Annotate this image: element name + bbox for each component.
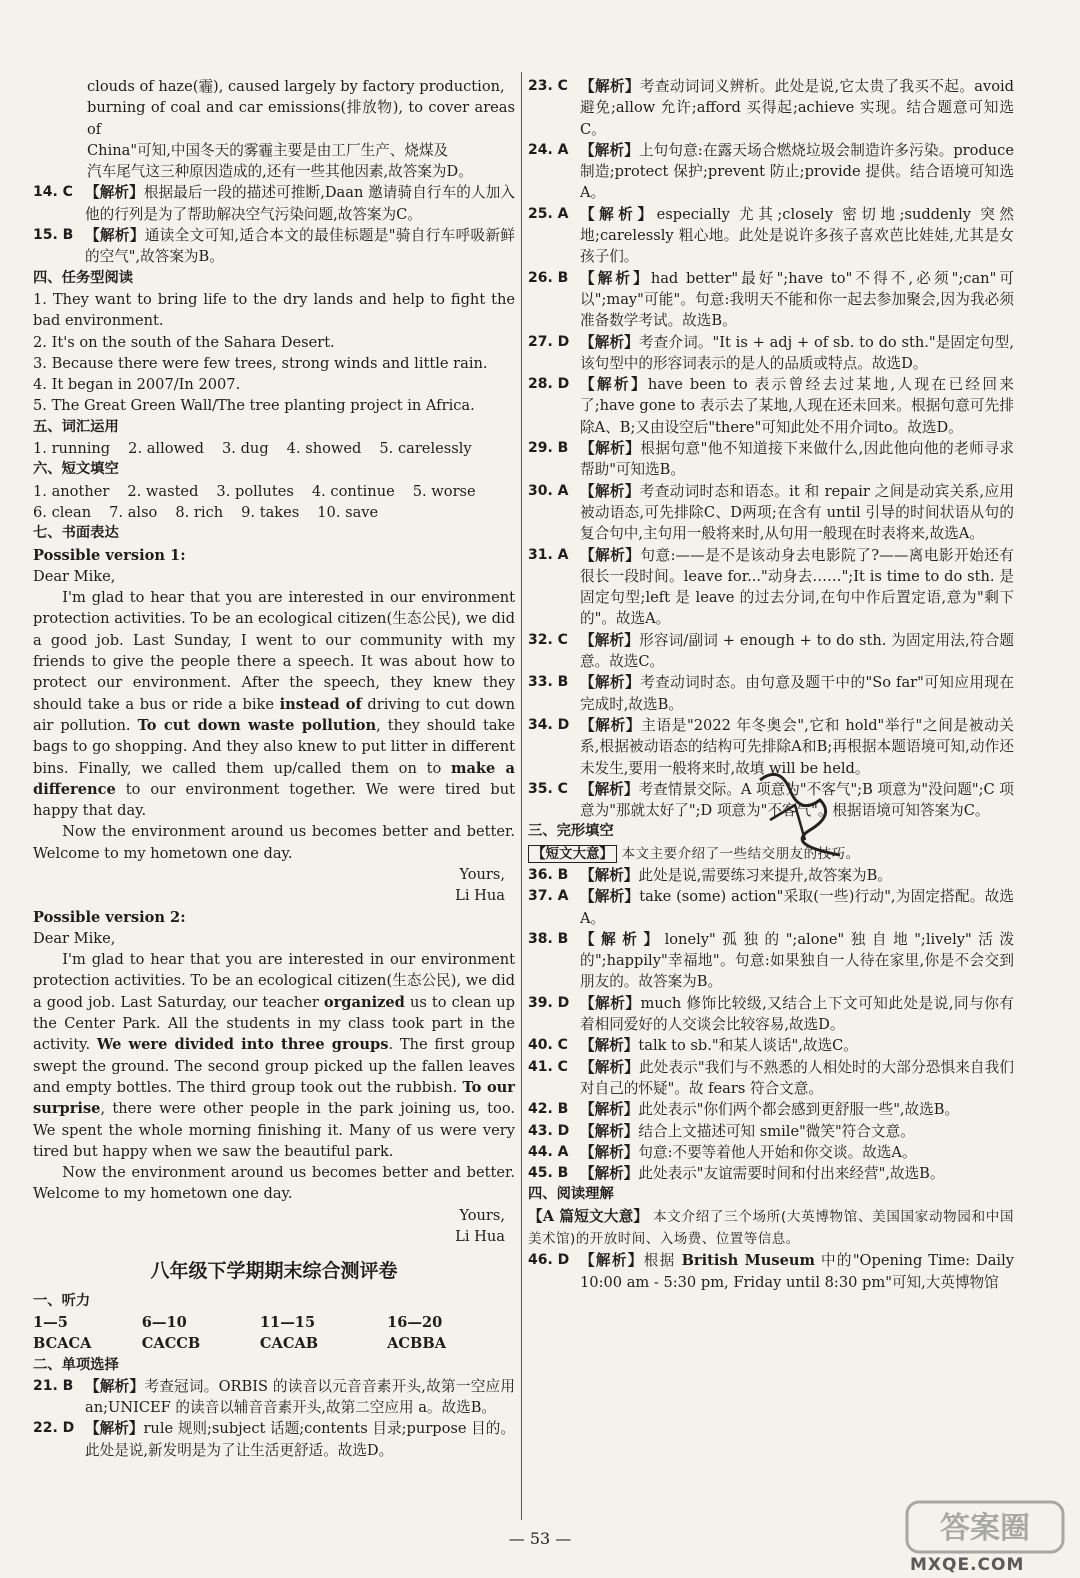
text-line: 汽车尾气这三种原因造成的,还有一些其他因素,故答案为D。 [87, 163, 473, 181]
analysis-text: 此处表示"你们两个都会感到更舒服一些",故选B。 [638, 1101, 960, 1119]
analysis-text: 中的"Opening Time: Daily 10:00 am - 5:30 pm, Friday until 8:30 pm"可知,大英博物馆 [580, 1252, 1015, 1291]
answer-29 [528, 438, 1014, 481]
analysis-text: 结合上文描述可知 smile"微笑"符合文意。 [638, 1122, 915, 1140]
answer-30 [528, 481, 1014, 545]
analysis-tag: 【解析】 [580, 205, 657, 223]
analysis-text: have been to 表示曾经去过某地,人现在已经回来了;have gone to 表示去了某地,人现在还未回来。根据句意可先排除A、B;又由设空后"there"可知此处不用介词to。故选D。 [580, 376, 1014, 436]
answer-46 [528, 1250, 1014, 1293]
answer-number: 34. D [528, 716, 570, 733]
vocab-answer: 4. showed [286, 440, 362, 458]
answer-44 [528, 1142, 1014, 1163]
analysis-text: 根据最后一段的描述可推断,Daan 邀请骑自行车的人加入他的行列是为了帮助解决空气污染问题,故答案为C。 [85, 184, 515, 223]
analysis-tag: 【解析】 [580, 1058, 639, 1076]
analysis-text: 主语是"2022 年冬奥会",它和 hold"举行"之间是被动关系,根据被动语态的结构可先排除A和B;再根据本题语境可知,动作还未发生,要用一般将来时,故填 will be held。 [580, 716, 1014, 777]
answer-number: 35. C [528, 780, 568, 797]
watermark-cn: 答案圈 [940, 1511, 1030, 1546]
text-run: . The first group swept the ground. The second group picked up the fallen leaves and empty bottles. The third group took out the rubbish. [33, 1036, 515, 1096]
letter-closing: Yours, [459, 1206, 505, 1224]
answer-21 [33, 1376, 515, 1419]
analysis-text: talk to sb."和某人谈话",故选C。 [638, 1037, 858, 1055]
listening-answer: 16—20 ACBBA [387, 1313, 447, 1353]
answer-25 [528, 204, 1014, 268]
answer-43 [528, 1121, 1014, 1142]
analysis-tag: 【解析】 [580, 780, 639, 798]
answer-number: 46. D [528, 1252, 570, 1269]
passage-summary [528, 1206, 1014, 1251]
bold-phrase: organized [323, 993, 405, 1011]
letter-signature: Li Hua [455, 887, 505, 905]
analysis-text: 句意:不要等着他人开始和你交谈。故选A。 [638, 1143, 917, 1161]
answer-number: 42. B [528, 1101, 569, 1118]
section-heading: 五、词汇运用 [33, 418, 119, 435]
listening-answer: 11—15 CACAB [259, 1313, 319, 1353]
version-title: Possible version 1: [33, 546, 186, 564]
analysis-tag: 【解析】 [580, 141, 639, 159]
task-answer: 1. They want to bring life to the dry lands and help to fight the bad environment. [33, 290, 515, 330]
answer-33 [528, 672, 1014, 715]
fill-answer: 1. another [33, 482, 110, 500]
analysis-tag: 【解析】 [580, 269, 651, 287]
version-title: Possible version 2: [33, 908, 186, 926]
answer-number: 40. C [528, 1037, 568, 1054]
fill-answer: 4. continue [311, 482, 395, 500]
answer-22 [33, 1418, 515, 1461]
analysis-tag: 【解析】 [580, 866, 639, 884]
fill-answers-row [33, 481, 515, 502]
analysis-tag: 【解析】 [580, 994, 641, 1012]
letter-closing: Yours, [459, 865, 505, 883]
answer-number: 28. D [528, 376, 570, 393]
answer-number: 32. C [528, 631, 568, 648]
answer-number: 33. B [528, 674, 569, 691]
answer-number: 15. B [33, 227, 74, 244]
answer-number: 22. D [33, 1420, 75, 1437]
analysis-text: lonely"孤独的";alone"独自地";lively"活泼的";happily"幸福地"。句意:如果独自一人待在家里,你是不会交到朋友的。故答案为B。 [580, 930, 1014, 991]
vocab-answer: 1. running [33, 440, 111, 458]
answer-number: 27. D [528, 333, 570, 350]
analysis-tag: 【解析】 [580, 376, 648, 394]
analysis-text: 考查动词时态和语态。it 和 repair 之间是动宾关系,应用被动语态,可先排除C、D两项;在含有 until 引导的时间状语从句的复合句中,主句用一般将来时,从句用一般现在时表将来,故选A。 [580, 482, 1014, 543]
answer-number: 38. B [528, 930, 569, 947]
answer-number: 23. C [528, 78, 568, 94]
fill-answers-row [33, 502, 515, 523]
vocab-answer: 2. allowed [128, 440, 205, 458]
task-answer: 5. The Great Green Wall/The tree planting project in Africa. [33, 397, 475, 415]
analysis-text: had better"最好";have to"不得不,必须";can"可以";may"可能"。句意:我明天不能和你一起去参加聚会,因为我必须准备数学考试。故选B。 [580, 269, 1014, 330]
analysis-text: 考查情景交际。A 项意为"不客气";B 项意为"没问题";C 项意为"那就太好了";D 项意为"不客气"。根据语境可知答案为C。 [580, 780, 1014, 820]
answer-number: 37. A [528, 888, 569, 905]
analysis-tag: 【解析】 [580, 888, 640, 906]
answer-number: 44. A [528, 1143, 569, 1160]
answer-40 [528, 1035, 1014, 1056]
fill-answer: 6. clean [33, 503, 92, 521]
analysis-text: 此处表示"友谊需要时间和付出来经营",故选B。 [638, 1165, 945, 1183]
answer-number: 24. A [528, 141, 569, 158]
analysis-text: 形容词/副词 + enough + to do sth. 为固定用法,符合题意。故选C。 [580, 631, 1014, 671]
analysis-text: 根据 [643, 1252, 682, 1270]
answer-number: 43. D [528, 1122, 570, 1139]
bold-phrase: To cut down waste pollution [137, 716, 377, 734]
fill-answer: 9. takes [241, 503, 300, 521]
bold-phrase: We were divided into three groups [96, 1036, 389, 1054]
text-line: China"可知,中国冬天的雾霾主要是由工厂生产、烧煤及 [87, 141, 449, 159]
analysis-text: 此处是说,需要练习来提升,故答案为B。 [638, 866, 892, 884]
letter-body [33, 587, 515, 821]
analysis-text: 根据句意"他不知道接下来做什么,因此他向他的老师寻求帮助"可知选B。 [580, 440, 1014, 479]
summary-tag: 【A 篇短文大意】 [528, 1207, 649, 1225]
summary-text: 本文介绍了三个场所(大英博物馆、美国国家动物园和中国美术馆)的开放时间、入场费、位置等信息。 [528, 1208, 1015, 1248]
analysis-tag: 【解析】 [580, 1037, 639, 1055]
answer-number: 25. A [528, 205, 569, 222]
vocab-answers [33, 438, 515, 459]
task-answer: 2. It's on the south of the Sahara Desert. [33, 333, 335, 351]
answer-number: 29. B [528, 440, 569, 457]
text-run: I'm glad to hear that you are interested in our environment protection activities. To be an ecological citizen(生态公民), we did a good job. Last Sunday, I went to our community with my friends to give the people there a speech. It was about how to protect our environment. After the speech, they knew they should take a bus or ride a bike [33, 589, 515, 713]
answer-number: 21. B [33, 1377, 74, 1394]
answer-number: 26. B [528, 269, 569, 286]
bold-phrase: instead of [279, 695, 362, 713]
vocab-answer: 5. carelessly [379, 440, 472, 458]
section-heading: 四、任务型阅读 [33, 269, 134, 286]
section-heading: 一、听力 [33, 1292, 91, 1309]
answer-15 [33, 225, 515, 268]
analysis-tag: 【解析】 [580, 930, 665, 948]
analysis-tag: 【解析】 [580, 440, 641, 458]
vocab-answer: 3. dug [222, 440, 269, 458]
text-run: driving to cut down air pollution. [33, 695, 515, 734]
watermark-text: MXQE.COM [910, 1555, 1025, 1575]
analysis-text: 上句句意:在露天场合燃烧垃圾会制造许多污染。produce 制造;protect 保护;prevent 防止;provide 提供。结合语境可知选A。 [580, 141, 1014, 202]
text-line: clouds of haze(霾), caused largely by factory production, [87, 78, 505, 95]
analysis-tag: 【解析】 [580, 716, 642, 734]
answer-number: 39. D [528, 994, 570, 1011]
bold-phrase: make a difference [33, 759, 515, 798]
answer-23 [528, 76, 1014, 140]
analysis-text: 考查冠词。ORBIS 的读音以元音音素开头,故第一空应用 an;UNICEF 的读音以辅音音素开头,故第二空应用 a。故选B。 [85, 1377, 515, 1417]
answer-41 [528, 1057, 1014, 1100]
analysis-tag: 【解析】 [580, 1165, 639, 1183]
section-heading: 四、阅读理解 [528, 1186, 614, 1203]
listening-answer: 6—10 CACCB [141, 1313, 201, 1353]
left-column [33, 76, 515, 1461]
task-answer: 4. It began in 2007/In 2007. [33, 376, 241, 394]
answer-45 [528, 1163, 1014, 1184]
letter-body [33, 949, 515, 1162]
analysis-text: 此处表示"我们与不熟悉的人相处时的大部分恐惧来自我们对自己的怀疑"。故 fears 符合文意。 [580, 1058, 1014, 1097]
analysis-tag: 【解析】 [85, 1377, 145, 1395]
fill-answer: 2. wasted [127, 482, 199, 500]
analysis-text: take (some) action"采取(一些)行动",为固定搭配。故选A。 [580, 888, 1014, 927]
answer-38 [528, 929, 1014, 993]
analysis-tag: 【解析】 [580, 1143, 639, 1161]
analysis-tag: 【解析】 [580, 674, 641, 692]
analysis-tag: 【解析】 [580, 333, 639, 351]
text-run: , they should take bags to go shopping. And they also knew to put litter in different bins. Finally, we called them up/called them on to [33, 716, 516, 777]
analysis-text: 句意:——是不是该动身去电影院了?——离电影开始还有很长一段时间。leave for..."动身去……";It is time to do sth. 是固定句型;left 是 leave 的过去分词,在句中作后置定语,意为"剩下的"。故选A。 [580, 546, 1014, 628]
text-run: , there were other people in the park joining us, too. We spent the whole morning finishing it. Many of us were very tired but happy when we saw the beautiful park. [33, 1100, 515, 1160]
analysis-tag: 【解析】 [580, 546, 641, 564]
answer-42 [528, 1099, 1014, 1120]
letter-greeting: Dear Mike, [33, 929, 116, 947]
text-run: us to clean up the Center Park. All the students in my class took part in the activity. [33, 993, 515, 1054]
analysis-tag: 【解析】 [85, 227, 145, 245]
answer-37 [528, 886, 1014, 929]
analysis-text: 通读全文可知,适合本文的最佳标题是"骑自行车呼吸新鲜的空气",故答案为B。 [85, 227, 515, 266]
analysis-tag: 【解析】 [580, 78, 640, 95]
summary-tag: 【短文大意】 [528, 845, 617, 863]
answer-39 [528, 993, 1014, 1036]
bold-phrase: British Museum [681, 1252, 815, 1270]
analysis-tag: 【解析】 [85, 1420, 144, 1438]
analysis-text: 考查动词词义辨析。此处是说,它太贵了我买不起。avoid 避免;allow 允许;afford 买得起;achieve 实现。结合题意可知选C。 [580, 78, 1014, 138]
analysis-tag: 【解析】 [580, 1101, 639, 1119]
page-number: — 53 — [508, 1529, 572, 1548]
fill-answer: 8. rich [175, 503, 224, 521]
fill-answer: 7. also [109, 503, 158, 521]
analysis-text: much 修饰比较级,又结合上下文可知此处是说,同与你有着相同爱好的人交谈会比较容易,故选D。 [580, 994, 1014, 1034]
section-heading: 二、单项选择 [33, 1356, 119, 1373]
analysis-tag: 【解析】 [580, 1122, 639, 1140]
handwritten-scribble [750, 760, 860, 870]
section-heading: 三、完形填空 [528, 823, 614, 840]
analysis-tag: 【解析】 [580, 1252, 644, 1270]
listening-answer: 1—5 BCACA [33, 1313, 92, 1353]
letter-body: Now the environment around us becomes better and better. Welcome to my hometown one day. [33, 1164, 515, 1203]
exam-title: 八年级下学期期末综合测评卷 [150, 1260, 398, 1283]
listening-answers [33, 1312, 515, 1355]
answer-number: 45. B [528, 1165, 569, 1182]
answer-31 [528, 545, 1014, 630]
section-heading: 七、书面表达 [33, 525, 119, 542]
answer-number: 30. A [528, 482, 569, 499]
fill-answer: 10. save [317, 503, 379, 521]
bold-phrase: To our surprise [33, 1078, 515, 1118]
analysis-tag: 【解析】 [580, 482, 640, 500]
answer-26 [528, 268, 1014, 332]
column-divider [521, 72, 522, 1520]
analysis-text: especially 尤其;closely 密切地;suddenly 突然地;carelessly 粗心地。此处是说许多孩子喜欢芭比娃娃,尤其是女孩子们。 [580, 205, 1014, 266]
analysis-text: 考查动词时态。由句意及题干中的"So far"可知应用现在完成时,故选B。 [580, 674, 1014, 713]
letter-signature: Li Hua [455, 1228, 505, 1246]
summary-text: 本文主要介绍了一些结交朋友的技巧。 [621, 845, 860, 862]
answer-28 [528, 374, 1014, 438]
answer-number: 31. A [528, 546, 569, 563]
answer-number: 14. C [33, 184, 73, 201]
letter-greeting: Dear Mike, [33, 567, 116, 585]
q13-continuation [33, 76, 515, 182]
analysis-tag: 【解析】 [85, 184, 144, 202]
answer-27 [528, 332, 1014, 375]
answer-14 [33, 182, 515, 225]
letter-body: Now the environment around us becomes better and better. Welcome to my hometown one day. [33, 823, 515, 862]
analysis-text: 考查介词。"It is + adj + of sb. to do sth."是固定句型,该句型中的形容词表示的是人的品质或特点。故选D。 [580, 333, 1014, 372]
fill-answer: 5. worse [412, 482, 476, 500]
text-run: to our environment together. We were tired but happy that day. [33, 780, 515, 820]
analysis-tag: 【解析】 [580, 631, 640, 649]
fill-answer: 3. pollutes [216, 482, 294, 500]
right-column [528, 76, 1014, 1293]
answer-number: 36. B [528, 866, 569, 883]
answer-24 [528, 140, 1014, 204]
analysis-text: rule 规则;subject 话题;contents 目录;purpose 目的。此处是说,新发明是为了让生活更舒适。故选D。 [85, 1420, 515, 1459]
answer-32 [528, 630, 1014, 673]
text-line: burning of coal and car emissions(排放物), to cover areas of [87, 99, 515, 138]
task-answer: 3. Because there were few trees, strong winds and little rain. [33, 354, 488, 372]
text-run: I'm glad to hear that you are interested in our environment protection activities. To be an ecological citizen(生态公民), we did a good job. Last Saturday, our teacher [33, 951, 515, 1011]
answer-number: 41. C [528, 1058, 568, 1075]
section-heading: 六、短文填空 [33, 461, 119, 478]
